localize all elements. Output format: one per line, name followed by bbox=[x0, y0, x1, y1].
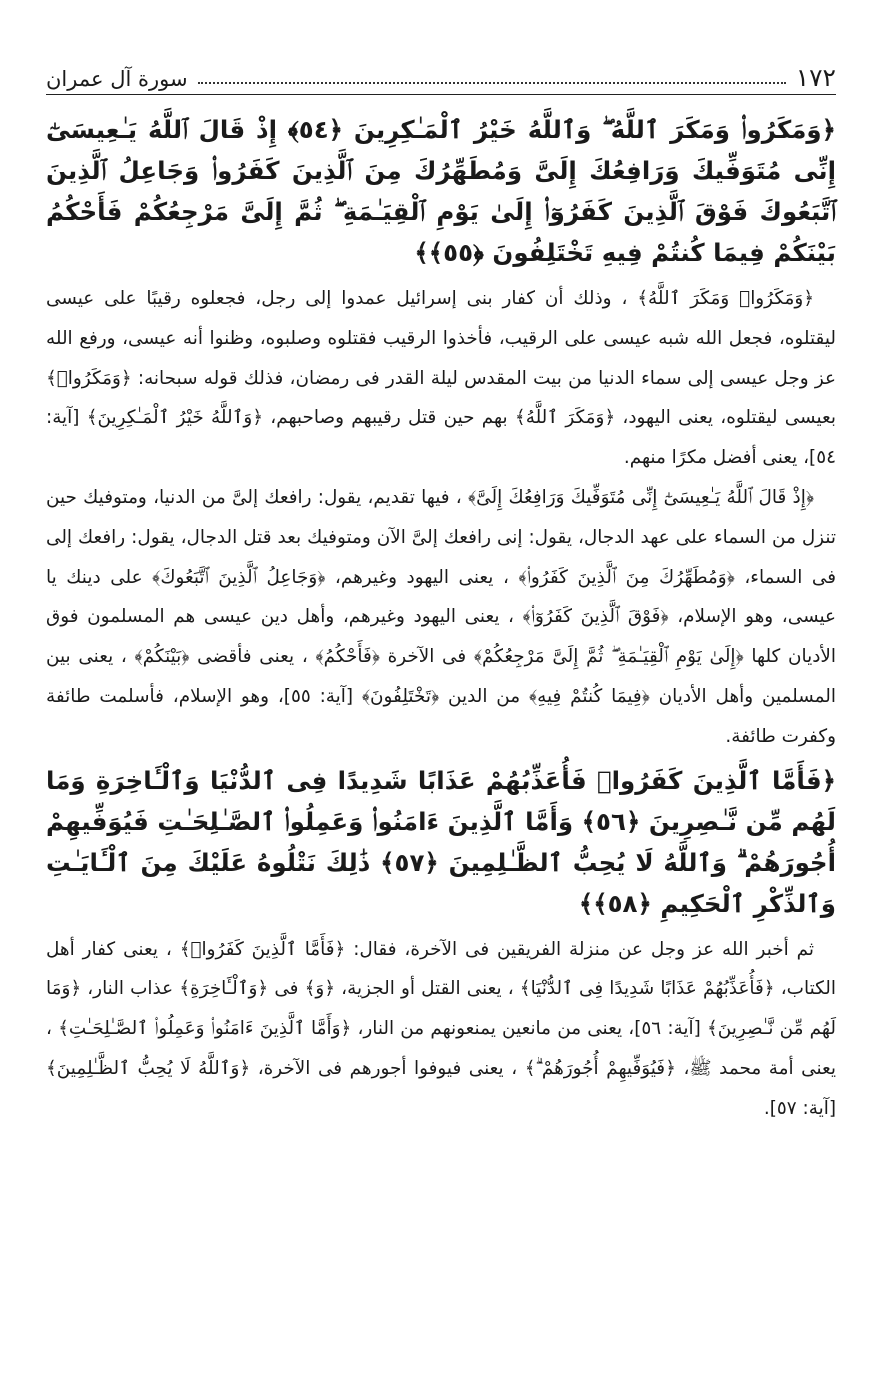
commentary-paragraph: ﴿إِذْ قَالَ ٱللَّهُ يَـٰعِيسَىٰٓ إِنِّى مُتَوَفِّيكَ وَرَافِعُكَ إِلَىَّ﴾ ، فيها تقديم، يقول: رافعك إلىَّ من الدنيا، ومتوفيك حين تنزل من السماء على عهد الدجال، يقول: إنى رافعك إلىَّ الآن ومتوفيك بعد قتل الدجال، يقول: رافعك إلى فى السماء، ﴿وَمُطَهِّرُكَ مِنَ ٱلَّذِينَ كَفَرُوا۟﴾ ، يعنى اليهود وغيرهم، ﴿وَجَاعِلُ ٱلَّذِينَ ٱتَّبَعُوكَ﴾ على دينك يا عيسى، وهو الإسلام، ﴿فَوْقَ ٱلَّذِينَ كَفَرُوٓا۟﴾ ، يعنى اليهود وغيرهم، وأهل دين عيسى هم المسلمون فوق الأديان كلها ﴿إِلَىٰ يَوْمِ ٱلْقِيَـٰمَةِ ۖ ثُمَّ إِلَىَّ مَرْجِعُكُمْ﴾ فى الآخرة ﴿فَأَحْكُمُ﴾ ، يعنى فأقضى ﴿بَيْنَكُمْ﴾ ، يعنى بين المسلمين وأهل الأديان ﴿فِيمَا كُنتُمْ فِيهِ﴾ من الدين ﴿تَخْتَلِفُونَ﴾ [آية: ٥٥]، وهو الإسلام، فأسلمت طائفة وكفرت طائفة. bbox=[46, 486, 836, 747]
quran-verse-block: ﴿فَأَمَّا ٱلَّذِينَ كَفَرُوا۟ فَأُعَذِّبُهُمْ عَذَابًا شَدِيدًا فِى ٱلدُّنْيَا وَٱلْـَٔاخِرَةِ وَمَا لَهُم مِّن نَّـٰصِرِينَ ﴿٥٦﴾ وَأَمَّا ٱلَّذِينَ ءَامَنُوا۟ وَعَمِلُوا۟ ٱلصَّـٰلِحَـٰتِ فَيُوَفِّيهِمْ أُجُورَهُمْ ۗ وَٱللَّهُ لَا يُحِبُّ ٱلظَّـٰلِمِينَ ﴿٥٧﴾ ذَٰلِكَ نَتْلُوهُ عَلَيْكَ مِنَ ٱلْـَٔايَـٰتِ وَٱلذِّكْرِ ٱلْحَكِيمِ ﴿٥٨﴾﴾ bbox=[46, 765, 837, 918]
quran-verse-block: ﴿وَمَكَرُوا۟ وَمَكَرَ ٱللَّهُ ۖ وَٱللَّهُ خَيْرُ ٱلْمَـٰكِرِينَ ﴿٥٤﴾ إِذْ قَالَ ٱللَّهُ يَـٰعِيسَىٰٓ إِنِّى مُتَوَفِّيكَ وَرَافِعُكَ إِلَىَّ وَمُطَهِّرُكَ مِنَ ٱلَّذِينَ كَفَرُوا۟ وَجَاعِلُ ٱلَّذِينَ ٱتَّبَعُوكَ فَوْقَ ٱلَّذِينَ كَفَرُوٓا۟ إِلَىٰ يَوْمِ ٱلْقِيَـٰمَةِ ۖ ثُمَّ إِلَىَّ مَرْجِعُكُمْ فَأَحْكُمُ بَيْنَكُمْ فِيمَا كُنتُمْ فِيهِ تَخْتَلِفُونَ ﴿٥٥﴾﴾ bbox=[46, 115, 836, 267]
page-number: ١٧٢ bbox=[795, 63, 836, 92]
book-page bbox=[46, 58, 836, 1129]
surah-title: سورة آل عمران bbox=[46, 67, 188, 91]
page-header bbox=[46, 58, 836, 95]
commentary-paragraph: ﴿وَمَكَرُوا۟ وَمَكَرَ ٱللَّهُ﴾ ، وذلك أن كفار بنى إسرائيل عمدوا إلى رجل، فجعلوه رقيبًا على عيسى ليقتلوه، فجعل الله شبه عيسى على الرقيب، فأخذوا الرقيب فقتلوه وصلبوه، وظنوا أنه عيسى، ورفع الله عز وجل عيسى إلى سماء الدنيا من بيت المقدس ليلة القدر فى رمضان، فذلك قوله سبحانه: ﴿وَمَكَرُوا۟﴾ بعيسى ليقتلوه، يعنى اليهود، ﴿وَمَكَرَ ٱللَّهُ﴾ بهم حين قتل رقيبهم وصاحبهم، ﴿وَٱللَّهُ خَيْرُ ٱلْمَـٰكِرِينَ﴾ [آية: ٥٤]، يعنى أفضل مكرًا منهم. bbox=[46, 288, 836, 469]
page-content bbox=[46, 109, 836, 1129]
header-dotted-leader bbox=[198, 82, 786, 84]
commentary-paragraph: ثم أخبر الله عز وجل عن منزلة الفريقين فى الآخرة، فقال: ﴿فَأَمَّا ٱلَّذِينَ كَفَرُوا۟﴾ ، يعنى كفار أهل الكتاب، ﴿فَأُعَذِّبُهُمْ عَذَابًا شَدِيدًا فِى ٱلدُّنْيَا﴾ ، يعنى القتل أو الجزية، ﴿وَ﴾ فى ﴿وَٱلْـَٔاخِرَةِ﴾ عذاب النار، ﴿وَمَا لَهُم مِّن نَّـٰصِرِينَ﴾ [آية: ٥٦]، يعنى من مانعين يمنعونهم من النار، ﴿وَأَمَّا ٱلَّذِينَ ءَامَنُوا۟ وَعَمِلُوا۟ ٱلصَّـٰلِحَـٰتِ﴾ ، يعنى أمة محمد ﷺ، ﴿فَيُوَفِّيهِمْ أُجُورَهُمْ ۗ﴾ ، يعنى فيوفوا أجورهم فى الآخرة، ﴿وَٱللَّهُ لَا يُحِبُّ ٱلظَّـٰلِمِينَ﴾ [آية: ٥٧]. bbox=[46, 938, 836, 1119]
